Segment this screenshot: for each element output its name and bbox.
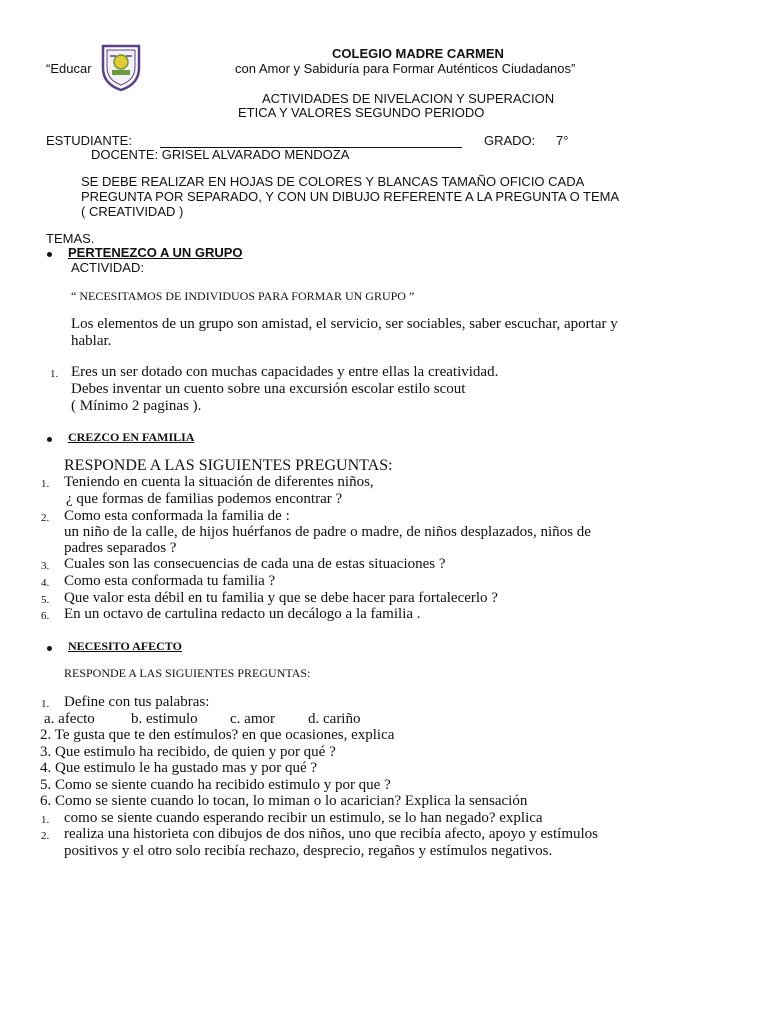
student-label: ESTUDIANTE: (46, 133, 132, 148)
question-line: realiza una historieta con dibujos de dos niños, uno que recibía afecto, apoyo y estímulos (64, 826, 599, 842)
question-line: Que valor esta débil en tu familia y que se debe hacer para fortalecerlo ? (64, 590, 498, 606)
option-c: c. amor (230, 711, 275, 727)
option-d: d. cariño (308, 711, 361, 727)
question-number: 1. (41, 478, 50, 490)
option-a: a. afecto (44, 711, 95, 727)
question-line: Teniendo en cuenta la situación de diferentes niños, (64, 474, 374, 490)
instruction-line: PREGUNTA POR SEPARADO, Y CON UN DIBUJO REFERENTE A LA PREGUNTA O TEMA (81, 189, 620, 204)
bullet-icon (47, 252, 52, 257)
teacher-name: DOCENTE: GRISEL ALVARADO MENDOZA (91, 147, 350, 162)
grade-value: 7° (556, 133, 569, 148)
question-line: 4. Que estimulo le ha gustado mas y por qué ? (40, 760, 318, 776)
question-number: 2. (41, 830, 50, 842)
motto-right: con Amor y Sabiduría para Formar Auténticos Ciudadanos” (235, 61, 576, 76)
question-number: 2. (41, 512, 50, 524)
section1-para: hablar. (71, 333, 112, 349)
title-line-1: ACTIVIDADES DE NIVELACION Y SUPERACION (262, 91, 555, 106)
question-line: Cuales son las consecuencias de cada una de estas situaciones ? (64, 556, 446, 572)
bullet-icon (47, 646, 52, 651)
section-title-afecto: NECESITO AFECTO (68, 639, 182, 653)
school-name: COLEGIO MADRE CARMEN (332, 46, 504, 61)
question-line: positivos y el otro solo recibía rechazo, desprecio, regaños y estímulos negativos. (64, 843, 553, 859)
question-line: 3. Que estimulo ha recibido, de quien y por qué ? (40, 744, 336, 760)
question-line: Define con tus palabras: (64, 694, 210, 710)
question-line: padres separados ? (64, 540, 177, 556)
question-number: 5. (41, 594, 50, 606)
question-line: Como esta conformada la familia de : (64, 508, 290, 524)
section2-prompt: RESPONDE A LAS SIGUIENTES PREGUNTAS: (64, 457, 393, 474)
question-number: 1. (41, 814, 50, 826)
instruction-line: SE DEBE REALIZAR EN HOJAS DE COLORES Y BLANCAS TAMAÑO OFICIO CADA (81, 174, 585, 189)
question-line: como se siente cuando esperando recibir un estimulo, se lo han negado? explica (64, 810, 543, 826)
school-crest-icon (100, 42, 142, 92)
question-line: 2. Te gusta que te den estímulos? en que ocasiones, explica (40, 727, 395, 743)
section3-prompt: RESPONDE A LAS SIGUIENTES PREGUNTAS: (64, 666, 311, 680)
option-b: b. estimulo (131, 711, 198, 727)
question-number: 4. (41, 577, 50, 589)
section1-quote: “ NECESITAMOS DE INDIVIDUOS PARA FORMAR UN GRUPO ” (71, 289, 415, 303)
activity-label: ACTIVIDAD: (71, 260, 144, 275)
question-line: un niño de la calle, de hijos huérfanos de padre o madre, de niños desplazados, niños de (64, 524, 591, 540)
title-line-2: ETICA Y VALORES SEGUNDO PERIODO (238, 105, 485, 120)
section1-item: Debes inventar un cuento sobre una excursión escolar estilo scout (71, 381, 466, 397)
question-line: 5. Como se siente cuando ha recibido estimulo y por que ? (40, 777, 391, 793)
bullet-icon (47, 437, 52, 442)
item-number: 1. (50, 368, 59, 380)
instruction-line: ( CREATIVIDAD ) (81, 204, 184, 219)
grade-label: GRADO: (484, 133, 536, 148)
question-number: 3. (41, 560, 50, 572)
motto-left: “Educar (46, 61, 92, 76)
question-line: En un octavo de cartulina redacto un decálogo a la familia . (64, 606, 421, 622)
section-title-crezco: CREZCO EN FAMILIA (68, 430, 195, 444)
question-number: 1. (41, 698, 50, 710)
section1-item: Eres un ser dotado con muchas capacidades y entre ellas la creatividad. (71, 364, 499, 380)
section-title-pertenezco: PERTENEZCO A UN GRUPO (68, 245, 243, 260)
section1-item: ( Mínimo 2 paginas ). (71, 398, 202, 414)
question-line: 6. Como se siente cuando lo tocan, lo miman o lo acarician? Explica la sensación (40, 793, 528, 809)
question-number: 6. (41, 610, 50, 622)
question-line: ¿ que formas de familias podemos encontrar ? (66, 491, 343, 507)
section1-para: Los elementos de un grupo son amistad, el servicio, ser sociables, saber escuchar, aportar y (71, 316, 618, 332)
temas-label: TEMAS. (46, 231, 95, 246)
question-line: Como esta conformada tu familia ? (64, 573, 276, 589)
